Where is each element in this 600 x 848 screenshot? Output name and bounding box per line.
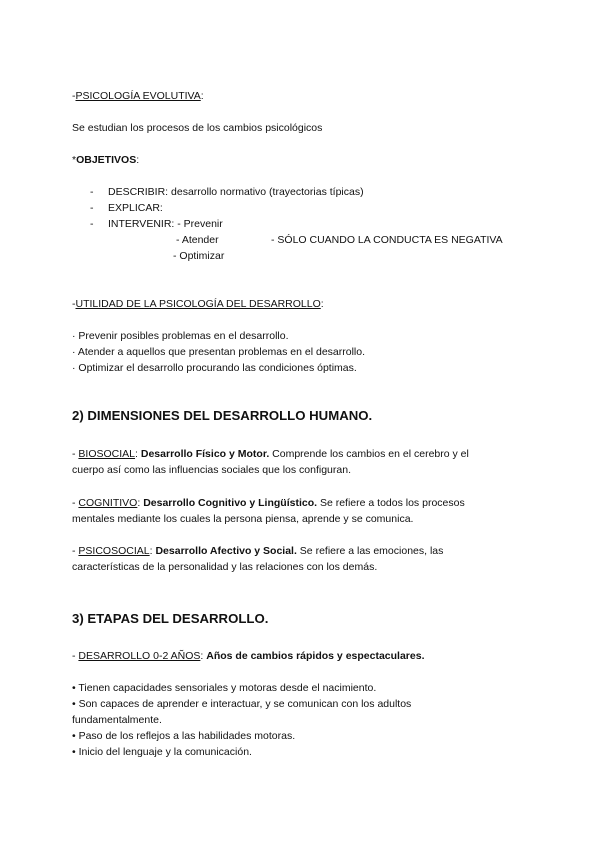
biosocial-paragraph-line1: - BIOSOCIAL: Desarrollo Físico y Motor. Comprende los cambios en el cerebro y el xyxy=(72,448,469,460)
section-2-heading: 2) DIMENSIONES DEL DESARROLLO HUMANO. xyxy=(72,408,373,423)
list-dash: - xyxy=(90,218,94,230)
intervenir-atender: - Atender xyxy=(176,234,219,246)
bullet-item: • Inicio del lenguaje y la comunicación. xyxy=(72,746,252,758)
list-dash: - xyxy=(90,186,94,198)
utilidad-item: · Optimizar el desarrollo procurando las condiciones óptimas. xyxy=(72,362,357,374)
psicosocial-paragraph-line1: - PSICOSOCIAL: Desarrollo Afectivo y Social. Se refiere a las emociones, las xyxy=(72,545,444,557)
objetivos-label: *OBJETIVOS: xyxy=(72,154,140,166)
bullet-item: • Son capaces de aprender e interactuar, y se comunican con los adultos xyxy=(72,698,412,710)
utilidad-item: · Prevenir posibles problemas en el desarrollo. xyxy=(72,330,289,342)
stage-0-2-heading: - DESARROLLO 0-2 AÑOS: Años de cambios rápidos y espectaculares. xyxy=(72,650,425,662)
list-dash: - xyxy=(90,202,94,214)
cognitivo-paragraph-line2: mentales mediante los cuales la persona piensa, aprende y se comunica. xyxy=(72,513,414,525)
biosocial-paragraph-line2: cuerpo así como las influencias sociales que los configuran. xyxy=(72,464,351,476)
intro-text: Se estudian los procesos de los cambios psicológicos xyxy=(72,122,323,134)
bullet-item: • Paso de los reflejos a las habilidades motoras. xyxy=(72,730,296,742)
cognitivo-paragraph-line1: - COGNITIVO: Desarrollo Cognitivo y Lingüístico. Se refiere a todos los procesos xyxy=(72,497,465,509)
objetivo-intervenir: INTERVENIR: - Prevenir xyxy=(108,218,223,230)
biosocial-label: BIOSOCIAL xyxy=(78,448,136,460)
bullet-item-continuation: fundamentalmente. xyxy=(72,714,162,726)
intervenir-optimizar: - Optimizar xyxy=(173,250,225,262)
psicosocial-label: PSICOSOCIAL xyxy=(78,545,150,557)
psicologia-evolutiva-heading: -PSICOLOGÍA EVOLUTIVA: xyxy=(72,90,204,102)
stage-0-2-label: DESARROLLO 0-2 AÑOS xyxy=(78,650,201,662)
objetivo-describir: DESCRIBIR: desarrollo normativo (trayectorias típicas) xyxy=(108,186,364,198)
section-3-heading: 3) ETAPAS DEL DESARROLLO. xyxy=(72,611,269,626)
utilidad-item: · Atender a aquellos que presentan problemas en el desarrollo. xyxy=(72,346,366,358)
cognitivo-label: COGNITIVO xyxy=(78,497,138,509)
bullet-item: • Tienen capacidades sensoriales y motoras desde el nacimiento. xyxy=(72,682,377,694)
intervenir-note: - SÓLO CUANDO LA CONDUCTA ES NEGATIVA xyxy=(271,234,503,246)
objetivo-explicar: EXPLICAR: xyxy=(108,202,163,214)
psicosocial-paragraph-line2: características de la personalidad y las relaciones con los demás. xyxy=(72,561,378,573)
utilidad-heading: -UTILIDAD DE LA PSICOLOGÍA DEL DESARROLLO: xyxy=(72,298,324,310)
